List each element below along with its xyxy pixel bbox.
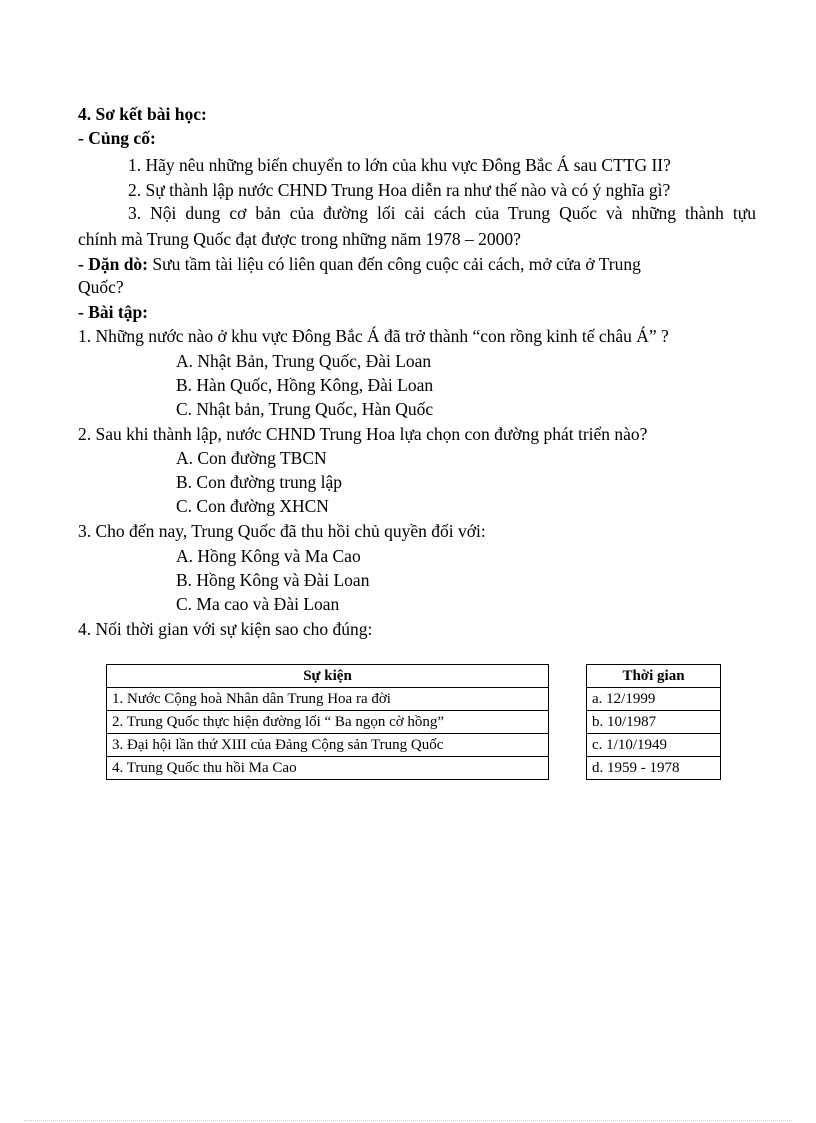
event-row-2: 2. Trung Quốc thực hiện đường lối “ Ba ngọn cờ hồng” [107, 711, 549, 734]
dan-do-label: - Dặn dò: [78, 254, 149, 274]
exercise-3-option-a: A. Hồng Kông và Ma Cao [176, 546, 361, 566]
events-table [106, 664, 549, 780]
exercise-1-option-c: C. Nhật bản, Trung Quốc, Hàn Quốc [176, 399, 434, 419]
review-question-3-cont: chính mà Trung Quốc đạt được trong những năm 1978 – 2000? [78, 229, 521, 249]
exercise-2-option-c: C. Con đường XHCN [176, 496, 329, 516]
page-bottom-rule [24, 1120, 792, 1121]
exercise-3-option-c: C. Ma cao và Đài Loan [176, 594, 340, 614]
exercise-2-option-a: A. Con đường TBCN [176, 448, 327, 468]
exercise-3-option-b: B. Hồng Kông và Đài Loan [176, 570, 370, 590]
time-row-b: b. 10/1987 [587, 711, 721, 734]
event-row-1: 1. Nước Cộng hoà Nhân dân Trung Hoa ra đời [107, 688, 549, 711]
exercise-question-1: 1. Những nước nào ở khu vực Đông Bắc Á đã trở thành “con rồng kinh tế châu Á” ? [78, 326, 669, 346]
time-table [586, 664, 721, 780]
dan-do-text-cont: Quốc? [78, 277, 124, 297]
events-table-header: Sự kiện [107, 665, 549, 688]
bai-tap-label: - Bài tập: [78, 302, 148, 322]
cung-co-label: - Củng cố: [78, 128, 156, 148]
event-row-3: 3. Đại hội lần thứ XIII của Đảng Cộng sản Trung Quốc [107, 734, 549, 757]
review-question-1: 1. Hãy nêu những biến chuyển to lớn của khu vực Đông Bắc Á sau CTTG II? [128, 155, 671, 175]
exercise-1-option-a: A. Nhật Bản, Trung Quốc, Đài Loan [176, 351, 432, 371]
time-table-header: Thời gian [587, 665, 721, 688]
exercise-question-2: 2. Sau khi thành lập, nước CHND Trung Hoa lựa chọn con đường phát triển nào? [78, 424, 648, 444]
section-title: 4. Sơ kết bài học: [78, 104, 207, 124]
time-row-a: a. 12/1999 [587, 688, 721, 711]
exercise-1-option-b: B. Hàn Quốc, Hồng Kông, Đài Loan [176, 375, 434, 395]
review-question-3: 3. Nội dung cơ bản của đường lối cải cách của Trung Quốc và những thành tựu [128, 203, 756, 223]
dan-do-text: Sưu tầm tài liệu có liên quan đến công cuộc cải cách, mở cửa ở Trung [152, 254, 641, 274]
exercise-question-4: 4. Nối thời gian với sự kiện sao cho đúng: [78, 619, 373, 639]
review-question-2: 2. Sự thành lập nước CHND Trung Hoa diễn ra như thế nào và có ý nghĩa gì? [128, 180, 671, 200]
exercise-question-3: 3. Cho đến nay, Trung Quốc đã thu hồi chủ quyền đối với: [78, 521, 486, 541]
exercise-2-option-b: B. Con đường trung lập [176, 472, 343, 492]
dan-do [78, 252, 758, 276]
time-row-c: c. 1/10/1949 [587, 734, 721, 757]
event-row-4: 4. Trung Quốc thu hồi Ma Cao [107, 757, 549, 780]
time-row-d: d. 1959 - 1978 [587, 757, 721, 780]
